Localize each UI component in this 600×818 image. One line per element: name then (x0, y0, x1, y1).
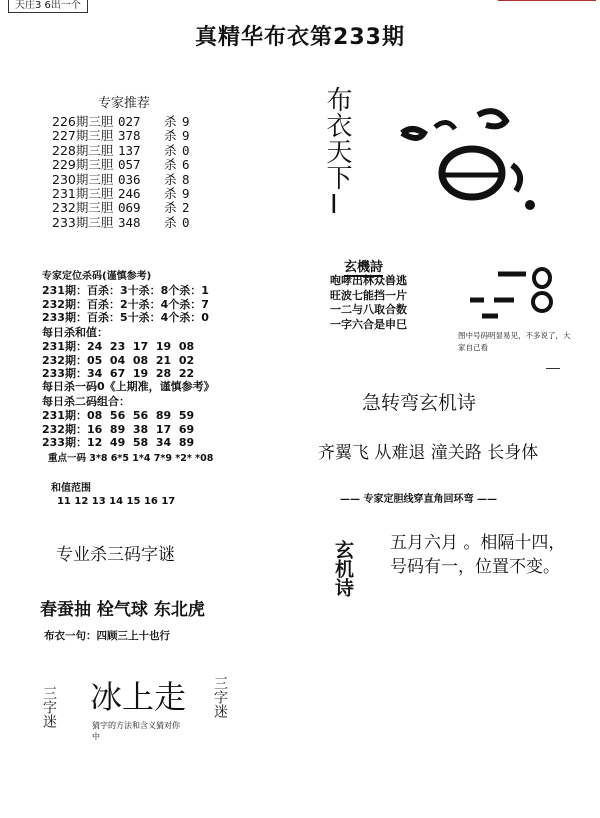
riddle-big: 冰上走 (90, 678, 187, 716)
expert-numbers: 027 (118, 114, 141, 129)
expert-kill-value: 9 (182, 128, 190, 144)
expert-row (52, 158, 190, 172)
buyi-roman: I (330, 190, 338, 220)
position-row: 232期：百杀：2十杀：4个杀：7 (42, 297, 209, 311)
poem-line: 齐翼飞 从难退 潼关路 长身体 (318, 443, 539, 463)
corner-tag: 天庄3 6出一个 (8, 0, 88, 13)
riddle-heading: 专业杀三码字谜 (56, 545, 175, 565)
sum-range-label: 和值范围 (50, 482, 91, 494)
expert-kill-label: 杀 (164, 186, 177, 202)
poem-text-2: 号码有一，位置不变。 (390, 557, 560, 577)
xuanji-lines (330, 274, 407, 332)
position-list (42, 284, 209, 325)
page-title: 真精华布衣第233期 (195, 25, 405, 50)
riddle-side-left: 三字迷 (41, 686, 57, 728)
expert-numbers: 246 (118, 186, 141, 202)
expert-period: 231期三胆 (52, 186, 114, 202)
expert-period: 233期三胆 (52, 214, 114, 230)
ring-b (533, 293, 551, 311)
expert-numbers: 378 (118, 128, 141, 144)
xuanji-line: 一二与八取合数 (330, 303, 407, 316)
number-drawing-mid (460, 264, 570, 326)
daily-two-heading: 每日杀二码组合： (42, 395, 130, 408)
expert-kill-label: 杀 (164, 142, 177, 158)
stroke-c (478, 111, 506, 126)
key-one-code: 重点一码 3*8 6*5 1*4 7*9 *2* *08 (48, 453, 214, 464)
expert-row (52, 187, 190, 201)
daily-two-list (42, 409, 194, 450)
stroke-d (512, 165, 520, 191)
buyi-vertical: 布衣天下 (322, 86, 352, 190)
daily-sum-row: 233期：34 67 19 28 22 (42, 367, 195, 380)
daily-one-heading: 每日杀一码0《上期准，谨慎参考》 (42, 380, 215, 393)
poem-heading: 急转弯玄机诗 (362, 392, 477, 414)
stroke-a (402, 129, 424, 138)
expert-period: 230期三胆 (52, 171, 114, 187)
expert-numbers: 057 (118, 157, 141, 173)
stroke-dot (525, 200, 535, 210)
expert-kill-value: 9 (182, 114, 190, 129)
poem-banner (340, 490, 497, 505)
expert-period: 227期三胆 (52, 128, 114, 144)
riddle-side-right: 三字迷 (212, 676, 228, 718)
expert-kill-label: 杀 (164, 157, 177, 173)
riddle-note: 猜字的方法和含义猜对你中 (92, 721, 180, 741)
expert-kill-label: 杀 (164, 114, 177, 129)
expert-kill-label: 杀 (164, 171, 177, 187)
daily-sum-row: 232期：05 04 08 21 02 (42, 353, 195, 367)
expert-kill-label: 杀 (164, 200, 177, 216)
sum-range-values: 11 12 13 14 15 16 17 (56, 496, 176, 507)
daily-sum-list (42, 340, 194, 381)
expert-numbers: 069 (118, 200, 141, 216)
banner-text: 专家定胆线穿直角回环弯 (363, 494, 474, 505)
position-heading: 专家定位杀码(谨慎参考) (42, 271, 152, 282)
expert-period: 228期三胆 (52, 142, 114, 158)
expert-kill-value: 6 (182, 157, 190, 173)
expert-numbers: 137 (118, 142, 141, 158)
expert-row (52, 201, 190, 215)
xuanji-line: 一字六合是申巳 (330, 317, 407, 331)
expert-row (52, 129, 190, 143)
expert-period: 229期三胆 (52, 157, 114, 173)
banner-dash-left: —— (340, 494, 360, 505)
xuanji-line: 旺波七能挡一片 (330, 288, 407, 302)
riddle-sub: 布衣一句：四顾三上十也行 (44, 630, 170, 642)
expert-kill-value: 8 (182, 171, 190, 187)
poem-text-1: 五月六月 。相隔十四， (390, 533, 566, 553)
expert-kill-label: 杀 (164, 128, 177, 144)
expert-kill-value: 0 (182, 214, 190, 230)
xuanji-line: 咆哮出林众兽逃 (330, 274, 407, 287)
stroke-b (435, 122, 455, 129)
expert-kill-label: 杀 (164, 214, 177, 230)
small-dash (546, 368, 560, 369)
number-drawing-top (390, 105, 540, 225)
poem-vertical: 玄机诗 (332, 540, 354, 597)
daily-two-row: 232期：16 89 38 17 69 (42, 422, 195, 436)
expert-kill-value: 2 (182, 200, 190, 216)
daily-sum-heading: 每日杀和值： (42, 326, 108, 339)
expert-row (52, 144, 190, 158)
expert-kill-value: 0 (182, 142, 190, 158)
daily-two-row: 231期：08 56 56 89 59 (42, 409, 195, 422)
banner-dash-right: —— (476, 494, 497, 505)
expert-heading: 专家推荐 (98, 96, 151, 111)
expert-period: 226期三胆 (52, 114, 114, 129)
daily-two-row: 233期：12 49 58 34 89 (42, 436, 195, 449)
daily-sum-row: 231期：24 23 17 19 08 (42, 340, 195, 353)
expert-kill-value: 9 (182, 186, 190, 202)
expert-row (52, 216, 190, 230)
expert-numbers: 348 (118, 214, 141, 230)
position-row: 233期：百杀：5十杀：4个杀：0 (42, 311, 209, 324)
expert-row (52, 115, 190, 129)
corner-line (498, 0, 596, 4)
xuanji-heading: 玄機詩 (344, 256, 383, 277)
expert-numbers: 036 (118, 171, 141, 187)
riddle-line: 春蚕抽 栓气球 东北虎 (40, 600, 205, 620)
position-row: 231期：百杀：3十杀：8个杀：1 (42, 284, 209, 297)
sum-range (44, 468, 175, 509)
xuanji-note: 图中号码明显易见，不多说了，大家自己看 (458, 331, 571, 352)
expert-row (52, 173, 190, 187)
expert-list (52, 115, 190, 230)
expert-period: 232期三胆 (52, 200, 114, 216)
ring-a (534, 269, 550, 287)
